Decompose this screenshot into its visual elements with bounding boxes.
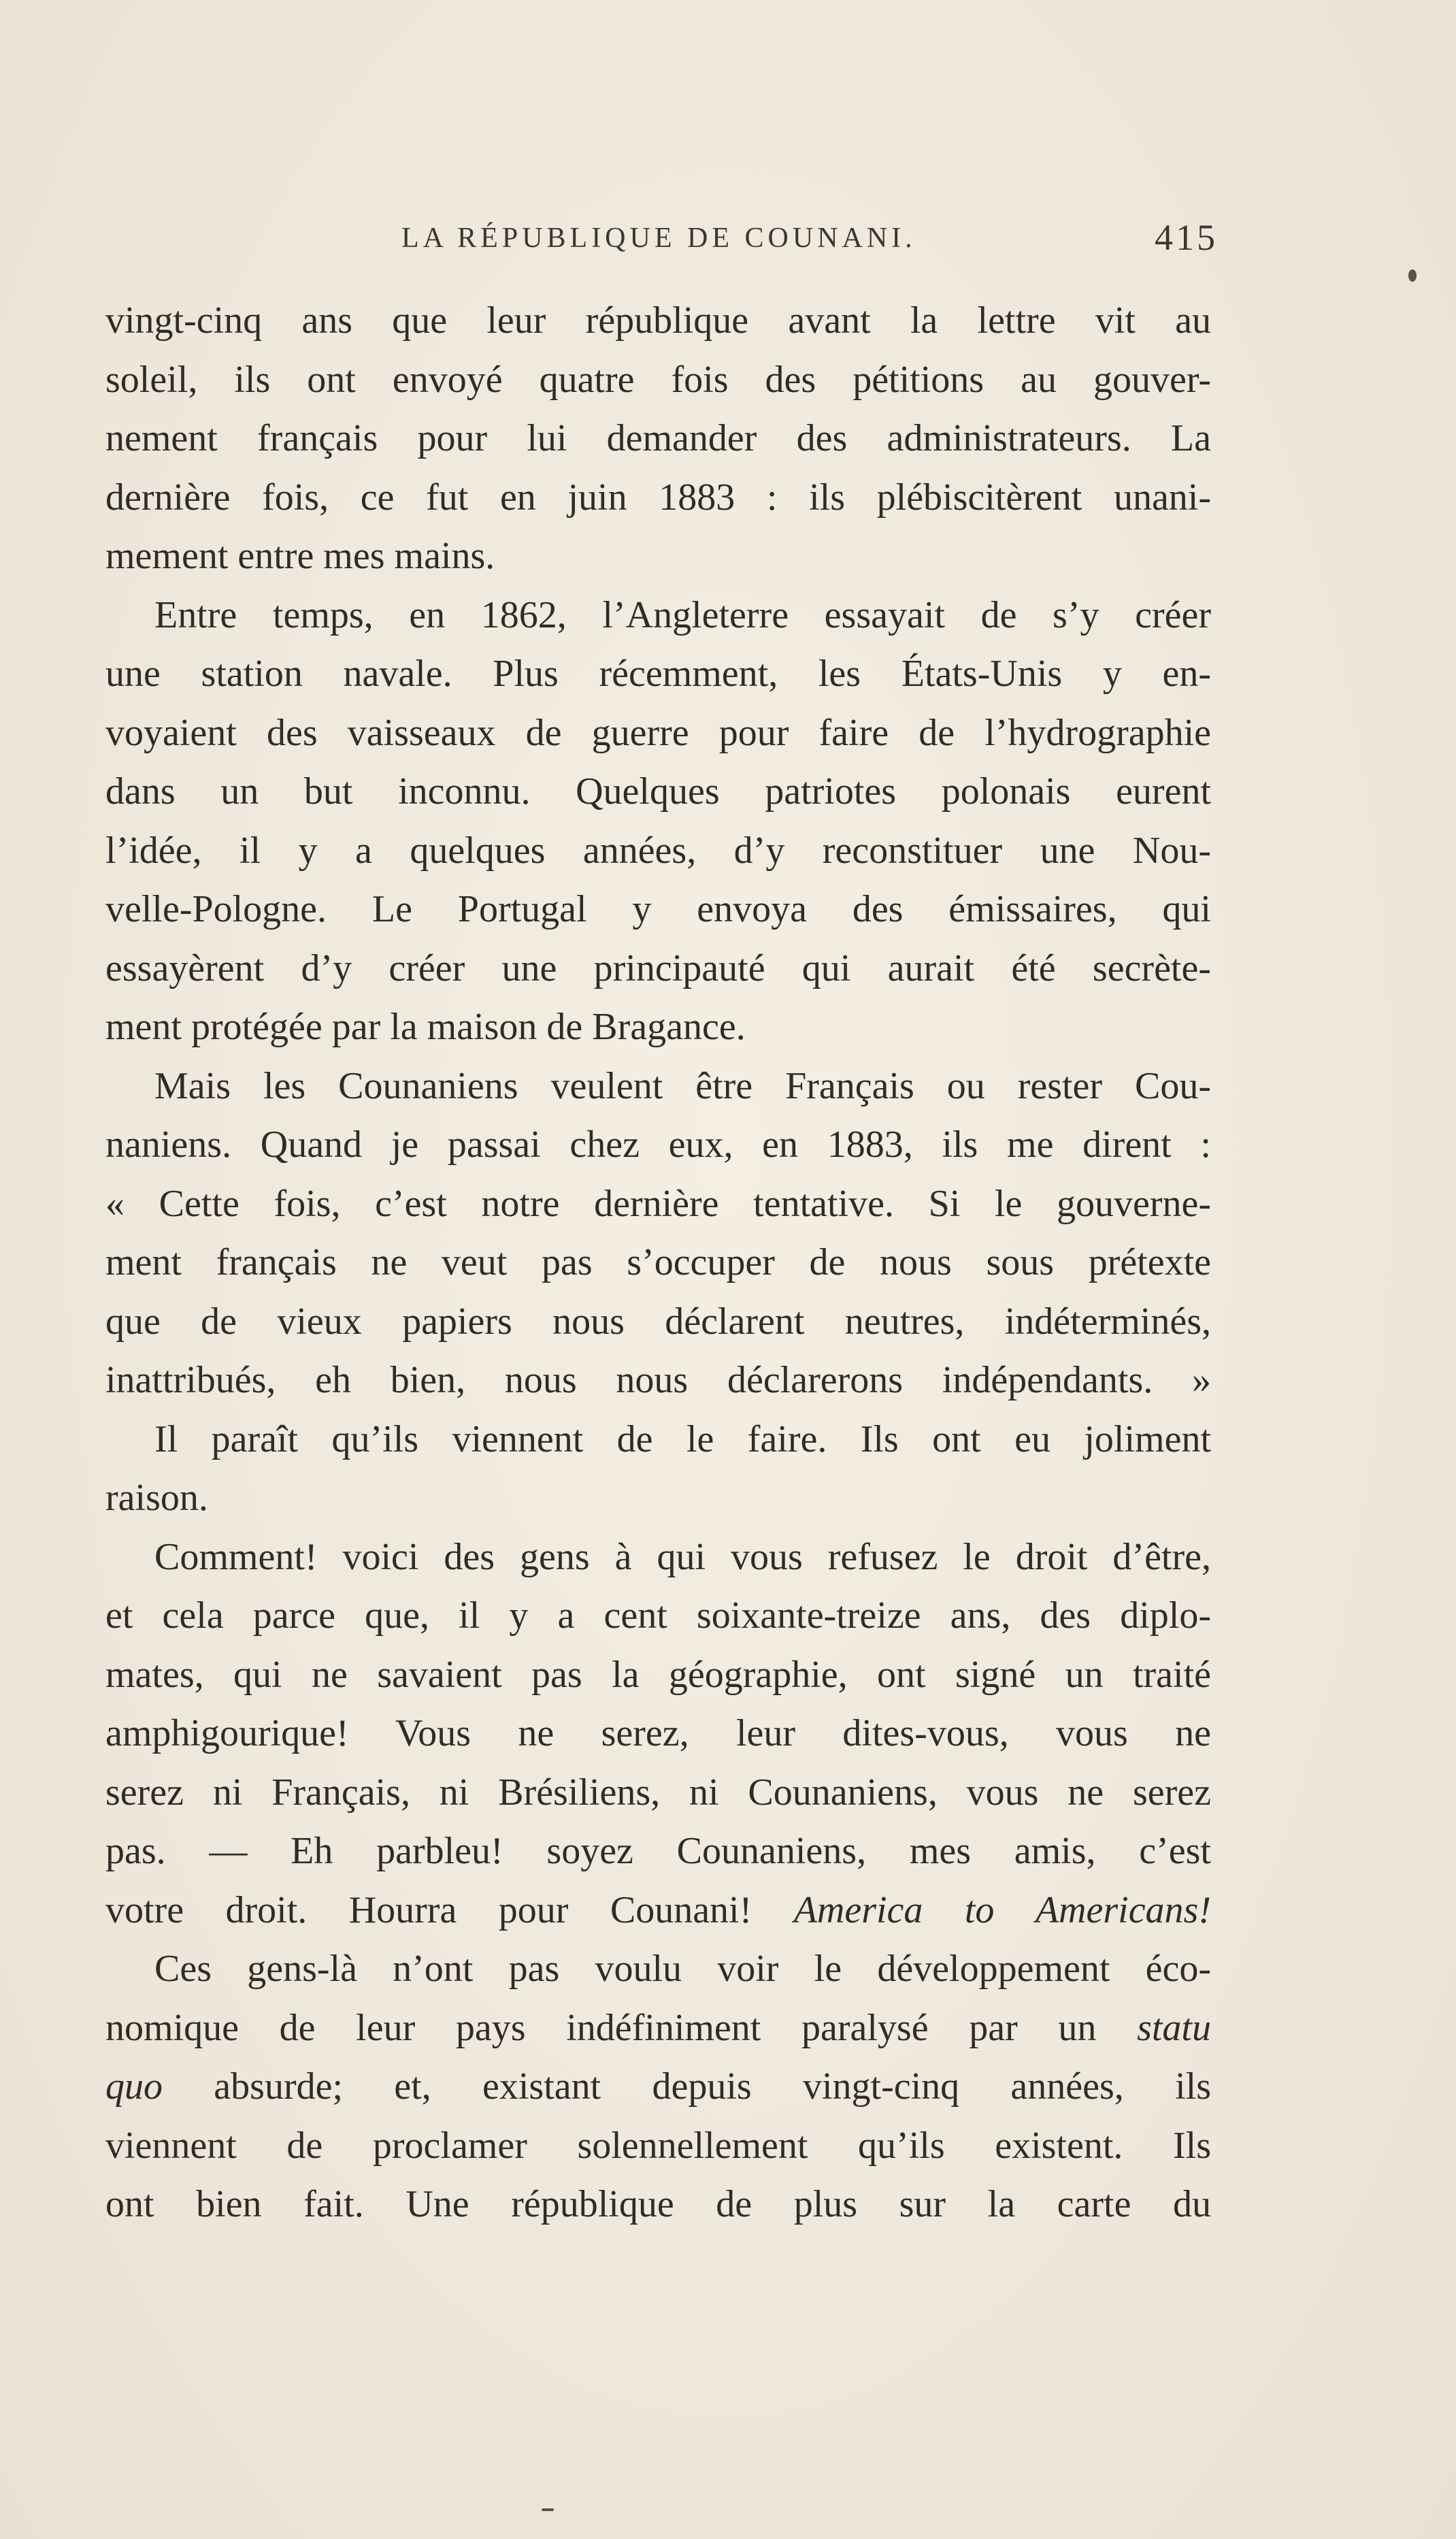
italic-phrase: America to Americans!	[793, 1888, 1211, 1931]
text-segment: absurde; et, existant depuis vingt-cinq années, ils	[163, 2065, 1211, 2108]
text-line	[105, 2057, 1211, 2116]
text-line: Il paraît qu’ils viennent de le faire. Ils ont eu joliment	[154, 1418, 1211, 1460]
text-line: raison.	[105, 1477, 208, 1519]
text-line: Comment! voici des gens à qui vous refusez le droit d’être,	[154, 1535, 1211, 1578]
italic-phrase: statu	[1137, 2006, 1211, 2049]
text-line: Ces gens-là n’ont pas voulu voir le développement éco-	[154, 1948, 1211, 1990]
text-line: vingt-cinq ans que leur république avant la lettre vit au	[105, 299, 1211, 342]
running-head: LA RÉPUBLIQUE DE COUNANI.	[401, 223, 916, 254]
text-line: ont bien fait. Une république de plus sur la carte du	[105, 2183, 1211, 2225]
text-line: voyaient des vaisseaux de guerre pour faire de l’hydrographie	[105, 711, 1211, 754]
text-line: essayèrent d’y créer une principauté qui aurait été secrète-	[105, 947, 1211, 989]
text-line: et cela parce que, il y a cent soixante-treize ans, des diplo-	[105, 1594, 1211, 1637]
page-header	[102, 216, 1218, 265]
text-line: naniens. Quand je passai chez eux, en 1883, ils me dirent :	[105, 1124, 1211, 1166]
text-line: viennent de proclamer solennellement qu’ils existent. Ils	[105, 2124, 1211, 2167]
text-line: ment protégée par la maison de Bragance.	[105, 1006, 746, 1048]
text-line: que de vieux papiers nous déclarent neutres, indéterminés,	[105, 1300, 1211, 1343]
text-segment: nomique de leur pays indéfiniment paralysé par un	[105, 2006, 1138, 2049]
text-line: Entre temps, en 1862, l’Angleterre essayait de s’y créer	[154, 593, 1211, 636]
text-segment: votre droit. Hourra pour Counani!	[105, 1888, 794, 1931]
ink-speck	[542, 2508, 554, 2511]
text-line: une station navale. Plus récemment, les États-Unis y en-	[105, 653, 1211, 695]
text-line: « Cette fois, c’est notre dernière tentative. Si le gouverne-	[105, 1182, 1211, 1225]
page-number: 415	[1155, 217, 1218, 258]
text-line: pas. — Eh parbleu! soyez Counaniens, mes amis, c’est	[105, 1830, 1211, 1872]
body-text	[105, 291, 1211, 2234]
text-line: dans un but inconnu. Quelques patriotes polonais eurent	[105, 770, 1211, 813]
text-line: serez ni Français, ni Brésiliens, ni Counaniens, vous ne serez	[105, 1771, 1211, 1814]
ink-speck	[1408, 269, 1417, 282]
text-line: amphigourique! Vous ne serez, leur dites-vous, vous ne	[105, 1712, 1211, 1754]
text-line	[105, 1999, 1211, 2058]
text-line: soleil, ils ont envoyé quatre fois des pétitions au gouver-	[105, 358, 1211, 401]
text-line: inattribués, eh bien, nous nous déclarerons indépendants. »	[105, 1359, 1211, 1401]
italic-phrase: quo	[105, 2065, 163, 2108]
text-line: dernière fois, ce fut en juin 1883 : ils plébiscitèrent unani-	[105, 476, 1211, 519]
text-line: mates, qui ne savaient pas la géographie, ont signé un traité	[105, 1653, 1211, 1696]
text-line: ment français ne veut pas s’occuper de nous sous prétexte	[105, 1241, 1211, 1283]
text-line: nement français pour lui demander des administrateurs. La	[105, 417, 1211, 459]
text-line: l’idée, il y a quelques années, d’y reconstituer une Nou-	[105, 829, 1211, 872]
text-line: Mais les Counaniens veulent être Français ou rester Cou-	[154, 1064, 1211, 1107]
text-line: velle-Pologne. Le Portugal y envoya des émissaires, qui	[105, 888, 1211, 930]
text-line: mement entre mes mains.	[105, 535, 495, 577]
text-line	[105, 1881, 1211, 1940]
